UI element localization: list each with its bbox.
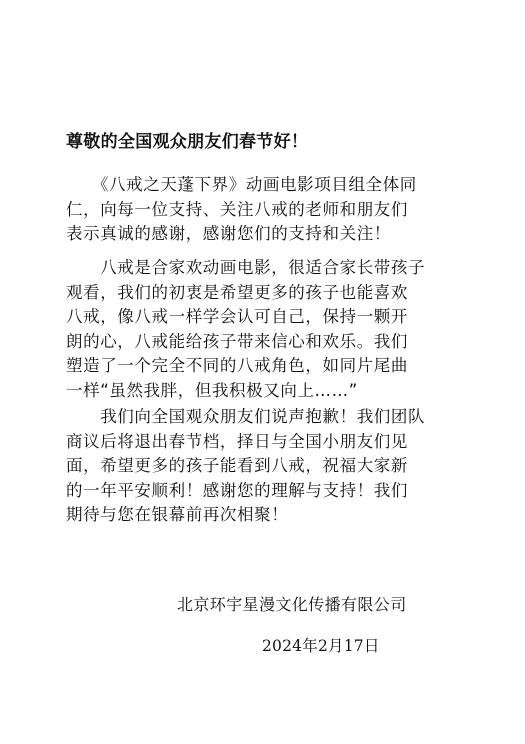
paragraph-line: 八戒，像八戒一样学会认可自己，保持一颗开	[66, 307, 408, 326]
letter-signature: 北京环宇星漫文化传播有限公司	[177, 595, 407, 614]
paragraph-line: 八戒是合家欢动画电影，很适合家长带孩子	[66, 258, 426, 277]
letter-greeting: 尊敬的全国观众朋友们春节好！	[66, 132, 309, 152]
paragraph-line: 的一年平安顺利！感谢您的理解与支持！我们	[66, 480, 408, 500]
paragraph-line: 商议后将退出春节档，择日与全国小朋友们见	[66, 431, 408, 451]
letter-paragraph-3	[66, 405, 474, 528]
paragraph-line: 塑造了一个完全不同的八戒角色，如同片尾曲	[66, 356, 408, 375]
letter-date: 2024年2月17日	[262, 637, 380, 655]
paragraph-line: 表示真诚的感谢，感谢您们的支持和关注！	[66, 224, 391, 243]
letter-paragraph-1	[66, 173, 474, 247]
paragraph-line: 《八戒之天蓬下界》动画电影项目组全体同	[66, 175, 417, 194]
letter-paragraph-2	[66, 256, 474, 403]
paragraph-line: 朗的心，八戒能给孩子带来信心和欢乐。我们	[66, 331, 408, 351]
paragraph-line: 期待与您在银幕前再次相聚！	[66, 505, 289, 524]
paragraph-line: 一样“虽然我胖，但我积极又向上……”	[66, 380, 358, 400]
paragraph-line: 我们向全国观众朋友们说声抱歉！我们团队	[66, 407, 426, 426]
paragraph-line: 观看，我们的初衷是希望更多的孩子也能喜欢	[66, 282, 408, 302]
paragraph-line: 面，希望更多的孩子能看到八戒，祝福大家新	[66, 456, 408, 475]
paragraph-line: 仁，向每一位支持、关注八戒的老师和朋友们	[66, 199, 408, 219]
